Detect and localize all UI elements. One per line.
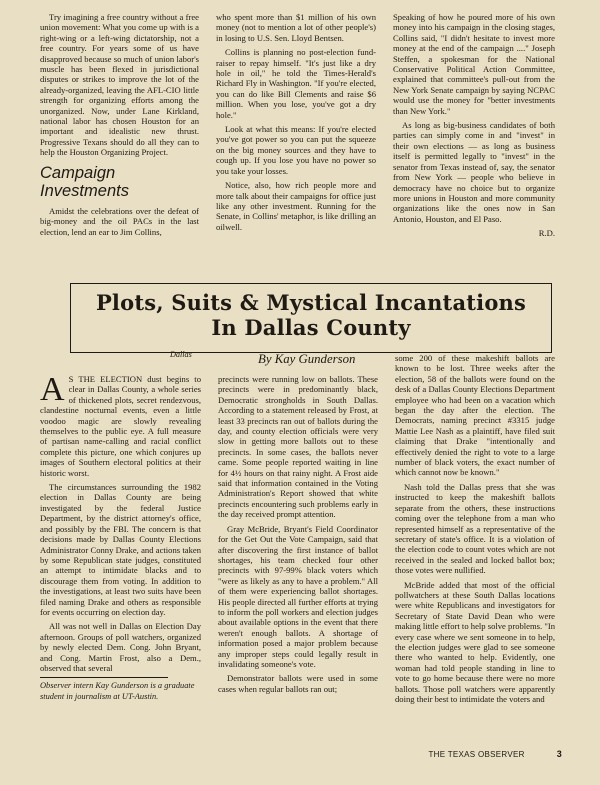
editorial-column-2: [216, 12, 376, 236]
editorial-paragraph: Look at what this means: If you're elected you've got power so you can put the squeeze on the big money sources and they have to cough up. If you lose you have no power so you take your losses.: [216, 124, 376, 176]
caption-divider: [40, 677, 168, 678]
headline-line-2: In Dallas County: [211, 315, 411, 340]
page-footer: [428, 749, 562, 759]
editorial-paragraph: Collins is planning no post-election fund-raiser to repay himself. "It's just like a dry hole in oil," he told the Times-Herald's Richard Fly in Washington. "If you're elected, you can do like Bill Clements and raise $6 million. When you lose, you've got a dry hole.": [216, 47, 376, 120]
editorial-paragraph: As long as big-business candidates of both parties can simply come in and "invest" in their own elections — as long as business itself is permitted legally to "invest" in the senator from Texas instead of, say, the senator from New York — people who believe in democracy have no choice but to organize more unions in Houston and more community organizations like the ones now in San Antonio, Houston, and El Paso.: [393, 120, 555, 224]
editorial-signature: R.D.: [538, 228, 555, 239]
article-paragraph: some 200 of these makeshift ballots are known to be lost. Three weeks after the election, 58 of the ballots were found on the desk of a Dallas County Elections Department employee who had been on a vacation which began the day after the election. The Democrats, naming precinct #3315 judge Mattie Lee Nash as a plaintiff, have filed suit claiming that Drake "intentionally and effectively denied the right to vote to a large number of black voters, the exact number of which cannot now be known.": [395, 353, 555, 478]
editorial-column-3: [393, 12, 555, 243]
dateline: Dallas: [170, 350, 192, 359]
headline-line-1: Plots, Suits & Mystical Incantations: [95, 290, 527, 315]
article-paragraph: precincts were running low on ballots. These precincts were in predominantly black, Democratic strongholds in South Dallas. According to a statement released by Frost, at least 33 precincts ran out of ballots during the day, and county election officials were very slow in getting more ballots out to these precincts. In some cases, the ballots never came. Some people reported waiting in line for 4½ hours on that rainy night. A Frost aide said that information contained in the Voting Administration's Report showed that white precincts encountering such problems early in the day received prompt attention.: [218, 374, 378, 520]
article-column-1: [40, 371, 201, 706]
editorial-paragraph: Amidst the celebrations over the defeat of big-money and the oil PACs in the last election, lend an ear to Jim Collins,: [40, 205, 199, 237]
article-paragraph: Demonstrator ballots were used in some cases when regular ballots ran out;: [218, 673, 378, 694]
editorial-column-1: [40, 12, 199, 241]
editorial-paragraph: who spent more than $1 million of his own money (not to mention a lot of other people's) in losing to U.S. Sen. Lloyd Bentsen.: [216, 12, 376, 43]
byline: By Kay Gunderson: [258, 352, 356, 366]
article-paragraph: All was not well in Dallas on Election Day afternoon. Groups of poll watchers, organized by newly elected Dem. Cong. John Bryant, and Cong. Martin Frost, also a Dem., observed that several: [40, 621, 201, 673]
article-headline: [70, 290, 552, 340]
section-heading: Campaign Investments: [40, 163, 129, 200]
editorial-paragraph: Speaking of how he poured more of his own money into his campaign in the closing stages, Collins said, "I didn't hesitate to invest more money at the end of the campaign ...." Joseph Steffen, a spokesman for the National Conservative Political Action Committee, explained that committee's pull-out from the New York Senate campaign by saying NCPAC would use the money for "better investments than New York.": [393, 12, 555, 116]
article-lead: S THE ELECTION dust begins to clear in Dallas County, a whole series of thickened plots, secret rendezvous, clandestine nocturnal events, even a little voodoo magic are slowly revealing themselves to the public eye. A full measure of partisan name-calling and racial conflict complete this picture, one which conjures up images of Southern electoral politics at their historic worst.: [40, 374, 201, 478]
article-paragraph: McBride added that most of the official pollwatchers at these South Dallas locations were white Republicans and investigators for Secretary of State David Dean who were making little effort to help solve problems. "In every case where we sent someone in to help, the election judges were glad to see someone there who wanted to help. Evidently, one woman had told people standing in line to vote to go home because there were no more ballots. Those poll watchers were apparently doing their best to intimidate the voters and: [395, 579, 555, 704]
page-number: 3: [556, 749, 562, 759]
editorial-paragraph: Notice, also, how rich people more and more talk about their campaigns for office just like any other investment. Running for the Senate, in Collins' metaphor, is like drilling an oilwell.: [216, 180, 376, 232]
author-note: Observer intern Kay Gunderson is a graduate student in journalism at UT-Austin.: [40, 681, 195, 701]
article-column-3: [395, 353, 555, 708]
article-paragraph: Gray McBride, Bryant's Field Coordinator for the Get Out the Vote Campaign, said that after discovering the first instance of ballot shortages, his team checked four other precincts with 97-99% black voters which "were as likely as any to have a problem." All of them were experiencing ballot shortages. His people directed all further efforts at trying to inform the poll workers and election judges about available options in the event that there weren't enough ballots. A shortage of information posed a major problem because any improper steps could legally result in invalidating someone's vote.: [218, 523, 378, 669]
editorial-paragraph: Try imagining a free country without a free union movement: What you come up with is a right-wing or a left-wing dictatorship, not a free country. For years some of us have disapproved because so much of union labor's muscle has been flexed in jurisdictional disputes or strikes to improve the lot of the already-organized, leaving the AFL-CIO little strength for organizing efforts among the unorganized. Now, under Lane Kirkland, national labor has chosen Houston for an important and idealistic new thrust. Progressive Texans should do all they can to help the Houston Organizing Project.: [40, 12, 199, 158]
article-column-2: [218, 374, 378, 698]
article-paragraph: [40, 371, 201, 478]
article-paragraph: Nash told the Dallas press that she was instructed to keep the makeshift ballots separate from the others, these instructions coming over the telephone from a man who represented himself as a representative of the secretary of state's office. It is a violation of the election code to count votes which are not received in the sealed and locked ballot box; those votes were nullified.: [395, 481, 555, 576]
drop-cap: A: [40, 371, 65, 408]
publication-name: THE TEXAS OBSERVER: [428, 750, 525, 759]
article-paragraph: The circumstances surrounding the 1982 election in Dallas County are being investigated by the federal Justice Department, by the district attorney's office, and possibly by the FBI. The concern is that decisions made by Dallas County Elections Administrator Conny Drake, and actions taken by some Republican state judges, constituted an attempt to intimidate blacks and to discourage them from voting. In addition to the investigations, at least two suits have been filed naming Drake and others as responsible for events occurring on election day.: [40, 482, 201, 617]
